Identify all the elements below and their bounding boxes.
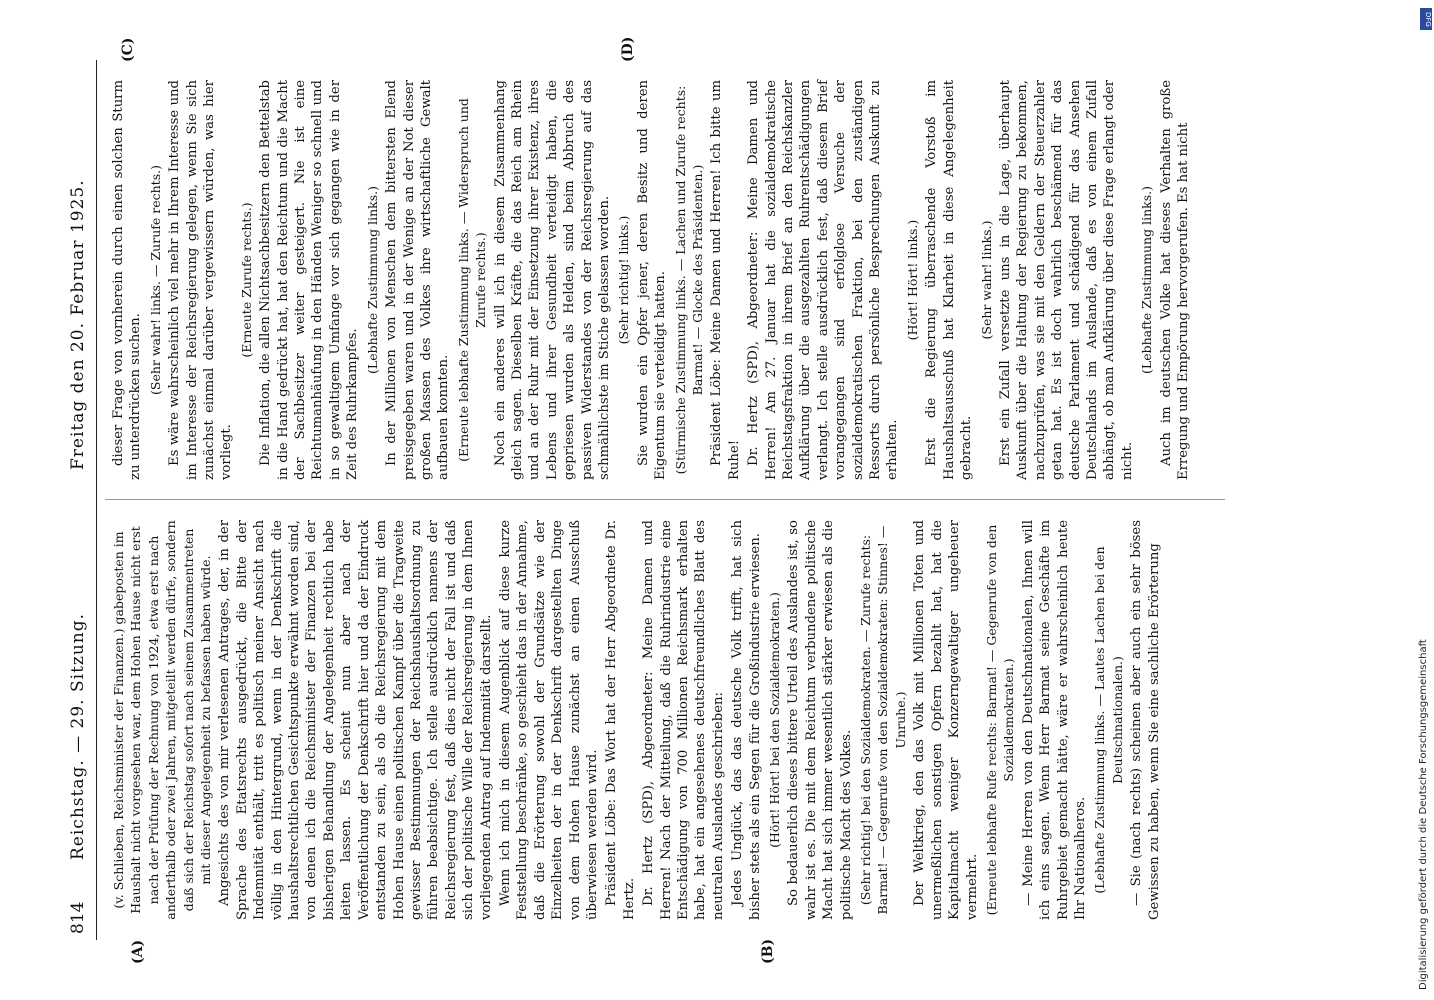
paragraph: — Meine Herren von den Deutschnationalen, Ihnen will ich eins sagen. Wenn Herr Barmat seine Geschäfte im Ruhrgebiet gemacht hätte, wäre er wahrscheinlich heute Ihr Nationalheros. <box>1020 520 1088 920</box>
paragraph: (Hört! Hört! links.) <box>904 219 920 341</box>
paragraph: (Sehr richtig! links.) <box>616 215 632 345</box>
paragraph: Auch im deutschen Volke hat dieses Verhalten große Erregung und Empörung hervorgerufen. Es hat nicht <box>1158 80 1191 480</box>
paragraph: Präsident Löbe: Meine Damen und Herren! Ich bitte um Ruhe! <box>709 80 742 480</box>
document-page <box>60 36 1240 964</box>
paragraph: Die Inflation, die allen Nichtsachbesitzern den Bettelstab in die Hand gedrückt hat, hat den Reichtum und die Macht der Sachbesitzer weiter gesteigert. Nie ist eine Reichtumanhäufung in den Händen Weniger so schnell und in so gewaltigem Umfange vor sich gegangen wie in der Zeit des Ruhrkampfes. <box>258 80 361 480</box>
paragraph: Dr. Hertz (SPD), Abgeordneter: Meine Damen und Herren! Nach der Mitteilung, daß die Ruhrindustrie eine Entschädigung von 700 Millionen Reichsmark erhalten habe, hat ein angesehenes deutschfreundliches Blatt des neutralen Auslandes geschrieben: <box>641 520 726 920</box>
paragraph: (Erneute lebhafte Zustimmung links. — Widerspruch und Zurufe rechts.) <box>455 98 489 462</box>
paragraph: (Stürmische Zustimmung links. — Lachen und Zurufe rechts: Barmat! — Glocke des Präsidenten.) <box>672 85 705 475</box>
digitization-credit: Digitalisierung gefördert durch die Deutsche Forschungsgemeinschaft <box>1418 639 1429 990</box>
margin-marker-a: (A) <box>130 939 146 964</box>
paragraph: (v. Schlieben, Reichsminister der Finanzen.) gabeposten im Haushalt nicht vorgesehen war, dem Hohen Hause nicht erst nach der Prüfung der Rechnung von 1924, etwa erst nach anderthalb oder zwei Jahren, mitgeteilt werden dürfe, sondern daß sich der Reichstag sofort nach seinem Zusammentreten mit dieser Angelegenheit zu befassen haben würde. <box>111 520 214 920</box>
paragraph: In der Millionen von Menschen dem bittersten Elend preisgegeben waren und in der Wenige an der Not dieser großen Massen des Volkes ihre wirtschaftliche Gewalt aufbauen konnten. <box>384 80 452 480</box>
paragraph: Sie wurden ein Opfer jener, deren Besitz und deren Eigentum sie verteidigt hatten. <box>635 80 669 480</box>
paragraph: So bedauerlich dieses bittere Urteil des Auslandes ist, so wahr ist es. Die mit dem Reichtum verbundene politische Macht hat sich immer wesentlich stärker erwiesen als die politische Macht des Volkes. <box>786 520 854 920</box>
paragraph: Angesichts des von mir verlesenen Antrages, der, in der Sprache des Etatsrechts ausgedrückt, die Bitte der Indemnität enthält, tritt es politisch meiner Ansicht nach völlig in den Hintergrund, wenn in der Denkschrift die haushaltsrechtlichen Gesichtspunkte erwähnt worden sind, von denen ich die Reichsminister der Finanzen bei der bisherigen Behandlung der Angelegenheit rechtlich habe leiten lassen. Es scheint nun aber nach der Veröffentlichung der Denkschrift hier und da der Eindruck entstanden zu sein, als ob die Reichsregierung mit dem Hohen Hause einen politischen Kampf über die Tragweite gewisser Bestimmungen der Reichshaushaltsordnung zu führen beabsichtige. Ich stelle ausdrücklich namens der Reichsregierung fest, daß dies nicht der Fall ist und daß sich der politische Wille der Reichsregierung in dem Ihnen vorliegenden Antrag auf Indemnität darstellt. <box>217 520 494 920</box>
paragraph: Jedes Unglück, das das deutsche Volk trifft, hat sich bisher stets als ein Segen für die Großindustrie erwiesen. <box>730 520 763 920</box>
paragraph: Erst die Regierung überraschende Vorstoß im Haushaltsausschuß hat Klarheit in diese Angelegenheit gebracht. <box>924 80 975 480</box>
column-divider <box>105 499 1225 500</box>
margin-marker-b: (B) <box>760 938 776 964</box>
paragraph: — Sie (nach rechts) scheinen aber auch ein sehr böses Gewissen zu haben, wenn Sie eine sachliche Erörterung <box>1129 520 1162 920</box>
paragraph: (Lebhafte Zustimmung links.) <box>364 186 380 374</box>
paragraph: (Hört! Hört! bei den Sozialdemokraten.) <box>767 592 783 848</box>
paragraph: Präsident Löbe: Das Wort hat der Herr Abgeordnete Dr. Hertz. <box>604 520 637 920</box>
paragraph: (Erneute Zurufe rechts.) <box>238 202 254 358</box>
paragraph: (Sehr richtig! bei den Sozialdemokraten. — Zurufe rechts: Barmat! — Gegenrufe von den Sozialdemokraten: Stinnes! — Unruhe.) <box>858 525 908 915</box>
paragraph: (Erneute lebhafte Rufe rechts: Barmat! — Gegenrufe von den Sozialdemokraten.) <box>983 524 1017 916</box>
page-number: 814 <box>68 901 88 934</box>
paragraph: (Lebhafte Zustimmung links.) <box>1139 186 1155 374</box>
right-column <box>110 80 1194 480</box>
header-right: Freitag den 20. Februar 1925. <box>68 179 88 470</box>
paragraph: (Sehr wahr! links.) <box>978 220 994 340</box>
paragraph: (Lebhafte Zustimmung links. — Lautes Lachen bei den Deutschnationalen.) <box>1092 546 1125 894</box>
paragraph: Noch ein anderes will ich in diesem Zusammenhang gleich sagen. Dieselben Kräfte, die das Reich am Rhein und an der Ruhr mit der Einsetzung ihrer Existenz, ihres Lebens und ihrer Gesundheit verteidigt haben, die gepriesen wurden als Helden, sind beim Abbruch des passiven Widerstandes von der Reichsregierung auf das schmählichste im Stiche gelassen worden. <box>492 80 612 480</box>
paragraph: Es wäre wahrscheinlich viel mehr in Ihrem Interesse und im Interesse der Reichsregierung gelegen, wenn Sie sich zunächst einmal darüber vergewissern würden, was hier vorliegt. <box>167 80 235 480</box>
header-left: Reichstag. — 29. Sitzung. <box>68 612 88 860</box>
left-column <box>110 520 1165 920</box>
paragraph: Der Weltkrieg, den das Volk mit Millionen Toten und unermeßlichen sonstigen Opfern bezahlt hat, hat die Kapitalmacht weniger Konzerngewaltiger ungeheuer vermehrt. <box>912 520 980 920</box>
margin-marker-d: (D) <box>620 36 636 62</box>
dfg-logo: DFG <box>1420 8 1432 30</box>
page-header <box>60 60 97 940</box>
paragraph: (Sehr wahr! links. — Zurufe rechts.) <box>147 165 163 395</box>
paragraph: dieser Frage von vornherein durch einen solchen Sturm zu unterdrücken suchen. <box>111 80 144 480</box>
paragraph: Erst ein Zufall versetzte uns in die Lage, überhaupt Auskunft über die Haltung der Regierung zu bekommen, nachzuprüfen, was sie mit den Geldern der Steuerzahler getan hat. Es ist doch wahrlich beschämend für das deutsche Parlament und schädigend für das Ansehen Deutschlands im Auslande, daß es von einem Zufall abhängt, ob man Aufklärung über diese Frage erlangt oder nicht. <box>997 80 1135 480</box>
paragraph: Wenn ich mich in diesem Augenblick auf diese kurze Feststellung beschränke, so geschieht das in der Annahme, daß die Erörterung sowohl der Grundsätze wie der Einzelheiten der in der Denkschrift dargestellten Dinge von dem Hohen Hause zunächst an einen Ausschuß überwiesen werden wird. <box>497 520 600 920</box>
paragraph: Dr. Hertz (SPD), Abgeordneter: Meine Damen und Herren! Am 27. Januar hat die sozialdemokratische Reichstagsfraktion in ihrem Brief an den Reichskanzler Aufklärung über die ausgezahlten Ruhrentschädigungen verlangt. Ich stelle ausdrücklich fest, daß diesem Brief vorangegangen sind erfolglose Versuche der sozialdemokratischen Fraktion, bei den zuständigen Ressorts durch persönliche Besprechungen Auskunft zu erhalten. <box>746 80 901 480</box>
margin-marker-c: (C) <box>120 37 136 62</box>
